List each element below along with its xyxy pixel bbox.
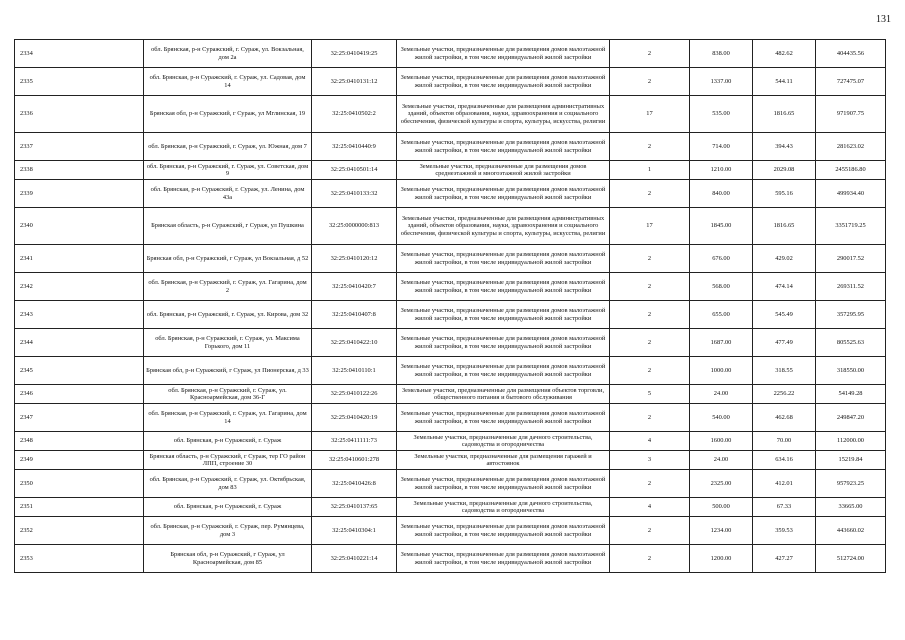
row-number: 2348 bbox=[15, 432, 144, 451]
land-use-cell: Земельные участки, предназначенные для размещения домов малоэтажной жилой застройки, в том числе индивидуальной жилой застройки bbox=[397, 273, 610, 301]
group-code-cell: 17 bbox=[610, 208, 690, 245]
table-row bbox=[15, 517, 886, 545]
area-cell: 535.00 bbox=[690, 96, 753, 133]
row-number: 2353 bbox=[15, 545, 144, 573]
cadastral-number-cell: 32:25:0410407:8 bbox=[312, 301, 397, 329]
land-use-cell: Земельные участки, предназначенные для размещения объектов торговли, общественного питания и бытового обслуживания bbox=[397, 385, 610, 404]
cadastral-value-cell: 512724.00 bbox=[816, 545, 886, 573]
area-cell: 500.00 bbox=[690, 498, 753, 517]
row-number: 2351 bbox=[15, 498, 144, 517]
unit-value-cell: 1816.65 bbox=[753, 208, 816, 245]
cadastral-number-cell: 32:25:0410304:1 bbox=[312, 517, 397, 545]
address-cell: обл. Брянская, р-н Суражский, г. Сураж, ул. Гагарина, дом 2 bbox=[144, 273, 312, 301]
land-use-cell: Земельные участки, предназначенные для размещения домов малоэтажной жилой застройки, в том числе индивидуальной жилой застройки bbox=[397, 133, 610, 161]
address-cell: Брянская обл, р-н Суражский, г Сураж, ул Мглинская, 19 bbox=[144, 96, 312, 133]
area-cell: 1234.00 bbox=[690, 517, 753, 545]
table-row bbox=[15, 161, 886, 180]
cadastral-number-cell: 32:25:0410221:14 bbox=[312, 545, 397, 573]
cadastral-number-cell: 32:25:0411111:73 bbox=[312, 432, 397, 451]
land-use-cell: Земельные участки, предназначенные для размещения гаражей и автостоянок bbox=[397, 451, 610, 470]
cadastral-number-cell: 32:25:0410420:19 bbox=[312, 404, 397, 432]
land-use-cell: Земельные участки, предназначенные для размещения домов малоэтажной жилой застройки, в том числе индивидуальной жилой застройки bbox=[397, 329, 610, 357]
table-row bbox=[15, 357, 886, 385]
unit-value-cell: 634.16 bbox=[753, 451, 816, 470]
unit-value-cell: 427.27 bbox=[753, 545, 816, 573]
page-number: 131 bbox=[876, 14, 891, 25]
table-row bbox=[15, 273, 886, 301]
cadastral-number-cell: 32:25:0410110:1 bbox=[312, 357, 397, 385]
area-cell: 676.00 bbox=[690, 245, 753, 273]
table-row bbox=[15, 133, 886, 161]
group-code-cell: 2 bbox=[610, 517, 690, 545]
cadastral-value-cell: 318550.00 bbox=[816, 357, 886, 385]
table-row bbox=[15, 208, 886, 245]
cadastral-value-cell: 3351719.25 bbox=[816, 208, 886, 245]
unit-value-cell: 2256.22 bbox=[753, 385, 816, 404]
group-code-cell: 2 bbox=[610, 357, 690, 385]
area-cell: 1845.00 bbox=[690, 208, 753, 245]
address-cell: Брянская обл, р-н Суражский, г Сураж, ул Пионерская, д 33 bbox=[144, 357, 312, 385]
cadastral-value-cell: 2455186.80 bbox=[816, 161, 886, 180]
group-code-cell: 2 bbox=[610, 545, 690, 573]
group-code-cell: 2 bbox=[610, 404, 690, 432]
group-code-cell: 5 bbox=[610, 385, 690, 404]
unit-value-cell: 359.53 bbox=[753, 517, 816, 545]
area-cell: 568.00 bbox=[690, 273, 753, 301]
address-cell: обл. Брянская, р-н Суражский, г. Сураж, ул. Красноармейская, дом 36-Г bbox=[144, 385, 312, 404]
land-use-cell: Земельные участки, предназначенные для размещения домов малоэтажной жилой застройки, в том числе индивидуальной жилой застройки bbox=[397, 245, 610, 273]
table-row bbox=[15, 470, 886, 498]
area-cell: 1600.00 bbox=[690, 432, 753, 451]
unit-value-cell: 412.01 bbox=[753, 470, 816, 498]
cadastral-value-cell: 404435.56 bbox=[816, 40, 886, 68]
cadastral-number-cell: 32:25:0410601:278 bbox=[312, 451, 397, 470]
group-code-cell: 2 bbox=[610, 133, 690, 161]
area-cell: 540.00 bbox=[690, 404, 753, 432]
cadastral-value-cell: 290017.52 bbox=[816, 245, 886, 273]
cadastral-value-cell: 54149.28 bbox=[816, 385, 886, 404]
cadastral-value-cell: 357295.95 bbox=[816, 301, 886, 329]
address-cell: обл. Брянская, р-н Суражский, г. Сураж, ул. Кирова, дом 32 bbox=[144, 301, 312, 329]
group-code-cell: 3 bbox=[610, 451, 690, 470]
area-cell: 714.00 bbox=[690, 133, 753, 161]
cadastral-number-cell: 32:25:0410122:26 bbox=[312, 385, 397, 404]
unit-value-cell: 429.02 bbox=[753, 245, 816, 273]
land-use-cell: Земельные участки, предназначенные для размещения домов малоэтажной жилой застройки, в том числе индивидуальной жилой застройки bbox=[397, 180, 610, 208]
land-use-cell: Земельные участки, предназначенные для размещения домов малоэтажной жилой застройки, в том числе индивидуальной жилой застройки bbox=[397, 357, 610, 385]
unit-value-cell: 474.14 bbox=[753, 273, 816, 301]
row-number: 2334 bbox=[15, 40, 144, 68]
table-body bbox=[15, 40, 886, 573]
row-number: 2347 bbox=[15, 404, 144, 432]
address-cell: обл. Брянская, р-н Суражский, г. Сураж, ул. Советская, дом 9 bbox=[144, 161, 312, 180]
cadastral-number-cell: 32:25:0410133:32 bbox=[312, 180, 397, 208]
area-cell: 1210.00 bbox=[690, 161, 753, 180]
area-cell: 1000.00 bbox=[690, 357, 753, 385]
land-use-cell: Земельные участки, предназначенные для размещения домов малоэтажной жилой застройки, в том числе индивидуальной жилой застройки bbox=[397, 301, 610, 329]
address-cell: обл. Брянская, р-н Суражский, г. Сураж bbox=[144, 432, 312, 451]
cadastral-value-cell: 281623.02 bbox=[816, 133, 886, 161]
group-code-cell: 2 bbox=[610, 470, 690, 498]
address-cell: обл. Брянская, р-н Суражский, г. Сураж, ул. Южная, дом 7 bbox=[144, 133, 312, 161]
table-row bbox=[15, 40, 886, 68]
group-code-cell: 2 bbox=[610, 301, 690, 329]
unit-value-cell: 2029.08 bbox=[753, 161, 816, 180]
area-cell: 1337.00 bbox=[690, 68, 753, 96]
unit-value-cell: 318.55 bbox=[753, 357, 816, 385]
row-number: 2345 bbox=[15, 357, 144, 385]
table-row bbox=[15, 245, 886, 273]
land-use-cell: Земельные участки, предназначенные для размещения административных зданий, объектов образования, науки, здравоохранения и социального обеспечения, физической культуры и спорта, культуры, искусства, религии bbox=[397, 208, 610, 245]
unit-value-cell: 67.33 bbox=[753, 498, 816, 517]
land-use-cell: Земельные участки, предназначенные для размещения домов малоэтажной жилой застройки, в том числе индивидуальной жилой застройки bbox=[397, 470, 610, 498]
table-row bbox=[15, 545, 886, 573]
row-number: 2339 bbox=[15, 180, 144, 208]
address-cell: обл. Брянская, р-н Суражский, г. Сураж, ул. Ленина, дом 43а bbox=[144, 180, 312, 208]
cadastral-value-cell: 443660.02 bbox=[816, 517, 886, 545]
row-number: 2350 bbox=[15, 470, 144, 498]
group-code-cell: 2 bbox=[610, 40, 690, 68]
group-code-cell: 2 bbox=[610, 180, 690, 208]
table-row bbox=[15, 404, 886, 432]
address-cell: обл. Брянская, р-н Суражский, г. Сураж bbox=[144, 498, 312, 517]
area-cell: 2325.00 bbox=[690, 470, 753, 498]
cadastral-value-table bbox=[14, 39, 886, 573]
cadastral-value-cell: 805525.63 bbox=[816, 329, 886, 357]
table-row bbox=[15, 68, 886, 96]
land-use-cell: Земельные участки, предназначенные для размещения домов малоэтажной жилой застройки, в том числе индивидуальной жилой застройки bbox=[397, 517, 610, 545]
unit-value-cell: 70.00 bbox=[753, 432, 816, 451]
row-number: 2352 bbox=[15, 517, 144, 545]
row-number: 2342 bbox=[15, 273, 144, 301]
unit-value-cell: 477.49 bbox=[753, 329, 816, 357]
cadastral-value-cell: 33665.00 bbox=[816, 498, 886, 517]
cadastral-number-cell: 32:25:0410131:12 bbox=[312, 68, 397, 96]
table-row bbox=[15, 498, 886, 517]
land-use-cell: Земельные участки, предназначенные для размещения домов малоэтажной жилой застройки, в том числе индивидуальной жилой застройки bbox=[397, 68, 610, 96]
area-cell: 1687.00 bbox=[690, 329, 753, 357]
group-code-cell: 2 bbox=[610, 245, 690, 273]
land-use-cell: Земельные участки, предназначенные для размещения домов малоэтажной жилой застройки, в том числе индивидуальной жилой застройки bbox=[397, 545, 610, 573]
table-row bbox=[15, 96, 886, 133]
cadastral-number-cell: 32:25:0410502:2 bbox=[312, 96, 397, 133]
cadastral-value-cell: 249847.20 bbox=[816, 404, 886, 432]
address-cell: обл. Брянская, р-н Суражский, г. Сураж, пер. Румянцева, дом 3 bbox=[144, 517, 312, 545]
cadastral-number-cell: 32:25:0410420:7 bbox=[312, 273, 397, 301]
row-number: 2338 bbox=[15, 161, 144, 180]
table-row bbox=[15, 180, 886, 208]
area-cell: 1200.00 bbox=[690, 545, 753, 573]
address-cell: обл. Брянская, р-н Суражский, г. Сураж, ул. Максима Горького, дом 11 bbox=[144, 329, 312, 357]
group-code-cell: 4 bbox=[610, 432, 690, 451]
land-use-cell: Земельные участки, предназначенные для размещения домов среднеэтажной и многоэтажной жилой застройки bbox=[397, 161, 610, 180]
cadastral-number-cell: 32:25:0410426:8 bbox=[312, 470, 397, 498]
row-number: 2346 bbox=[15, 385, 144, 404]
row-number: 2337 bbox=[15, 133, 144, 161]
group-code-cell: 2 bbox=[610, 68, 690, 96]
group-code-cell: 2 bbox=[610, 273, 690, 301]
land-use-cell: Земельные участки, предназначенные для дачного строительства, садоводства и огородничества bbox=[397, 498, 610, 517]
cadastral-number-cell: 32:25:0410440:9 bbox=[312, 133, 397, 161]
row-number: 2343 bbox=[15, 301, 144, 329]
address-cell: Брянская область, р-н Суражский, г Сураж, тер ГО район ЛПП, строение 30 bbox=[144, 451, 312, 470]
address-cell: обл. Брянская, р-н Суражский, г. Сураж, ул. Гагарина, дом 14 bbox=[144, 404, 312, 432]
address-cell: Брянская область, р-н Суражский, г Сураж, ул Пушкина bbox=[144, 208, 312, 245]
area-cell: 840.00 bbox=[690, 180, 753, 208]
cadastral-number-cell: 32:25:0410137:65 bbox=[312, 498, 397, 517]
table-row bbox=[15, 385, 886, 404]
land-use-cell: Земельные участки, предназначенные для дачного строительства, садоводства и огородничества bbox=[397, 432, 610, 451]
row-number: 2340 bbox=[15, 208, 144, 245]
unit-value-cell: 595.16 bbox=[753, 180, 816, 208]
group-code-cell: 4 bbox=[610, 498, 690, 517]
land-use-cell: Земельные участки, предназначенные для размещения домов малоэтажной жилой застройки, в том числе индивидуальной жилой застройки bbox=[397, 404, 610, 432]
cadastral-number-cell: 32:25:0410501:14 bbox=[312, 161, 397, 180]
table-row bbox=[15, 432, 886, 451]
address-cell: Брянская обл, р-н Суражский, г Сураж, ул Вокзальная, д 52 bbox=[144, 245, 312, 273]
group-code-cell: 2 bbox=[610, 329, 690, 357]
row-number: 2336 bbox=[15, 96, 144, 133]
cadastral-number-cell: 32:25:0410422:10 bbox=[312, 329, 397, 357]
group-code-cell: 17 bbox=[610, 96, 690, 133]
unit-value-cell: 544.11 bbox=[753, 68, 816, 96]
table-row bbox=[15, 329, 886, 357]
cadastral-value-cell: 15219.84 bbox=[816, 451, 886, 470]
address-cell: обл. Брянская, р-н Суражский, г. Сураж, ул. Садовая, дом 14 bbox=[144, 68, 312, 96]
group-code-cell: 1 bbox=[610, 161, 690, 180]
cadastral-number-cell: 32:25:0410419:25 bbox=[312, 40, 397, 68]
unit-value-cell: 394.43 bbox=[753, 133, 816, 161]
row-number: 2344 bbox=[15, 329, 144, 357]
row-number: 2335 bbox=[15, 68, 144, 96]
unit-value-cell: 545.49 bbox=[753, 301, 816, 329]
table-row bbox=[15, 301, 886, 329]
cadastral-value-cell: 112000.00 bbox=[816, 432, 886, 451]
table-row bbox=[15, 451, 886, 470]
cadastral-number-cell: 32:25:0000000:813 bbox=[312, 208, 397, 245]
cadastral-number-cell: 32:25:0410120:12 bbox=[312, 245, 397, 273]
address-cell: обл. Брянская, р-н Суражский, г. Сураж, ул. Октябрьская, дом 83 bbox=[144, 470, 312, 498]
cadastral-value-cell: 727475.07 bbox=[816, 68, 886, 96]
land-use-cell: Земельные участки, предназначенные для размещения административных зданий, объектов образования, науки, здравоохранения и социального обеспечения, физической культуры и спорта, культуры, искусства, религии bbox=[397, 96, 610, 133]
area-cell: 655.00 bbox=[690, 301, 753, 329]
land-use-cell: Земельные участки, предназначенные для размещения домов малоэтажной жилой застройки, в том числе индивидуальной жилой застройки bbox=[397, 40, 610, 68]
cadastral-value-cell: 499934.40 bbox=[816, 180, 886, 208]
address-cell: обл. Брянская, р-н Суражский, г. Сураж, ул. Вокзальная, дом 2а bbox=[144, 40, 312, 68]
cadastral-value-cell: 957923.25 bbox=[816, 470, 886, 498]
row-number: 2341 bbox=[15, 245, 144, 273]
unit-value-cell: 1816.65 bbox=[753, 96, 816, 133]
cadastral-value-cell: 269311.52 bbox=[816, 273, 886, 301]
unit-value-cell: 462.68 bbox=[753, 404, 816, 432]
area-cell: 838.00 bbox=[690, 40, 753, 68]
cadastral-value-cell: 971907.75 bbox=[816, 96, 886, 133]
area-cell: 24.00 bbox=[690, 385, 753, 404]
unit-value-cell: 482.62 bbox=[753, 40, 816, 68]
area-cell: 24.00 bbox=[690, 451, 753, 470]
address-cell: Брянская обл, р-н Суражский, г Сураж, ул Красноармейская, дом 85 bbox=[144, 545, 312, 573]
row-number: 2349 bbox=[15, 451, 144, 470]
